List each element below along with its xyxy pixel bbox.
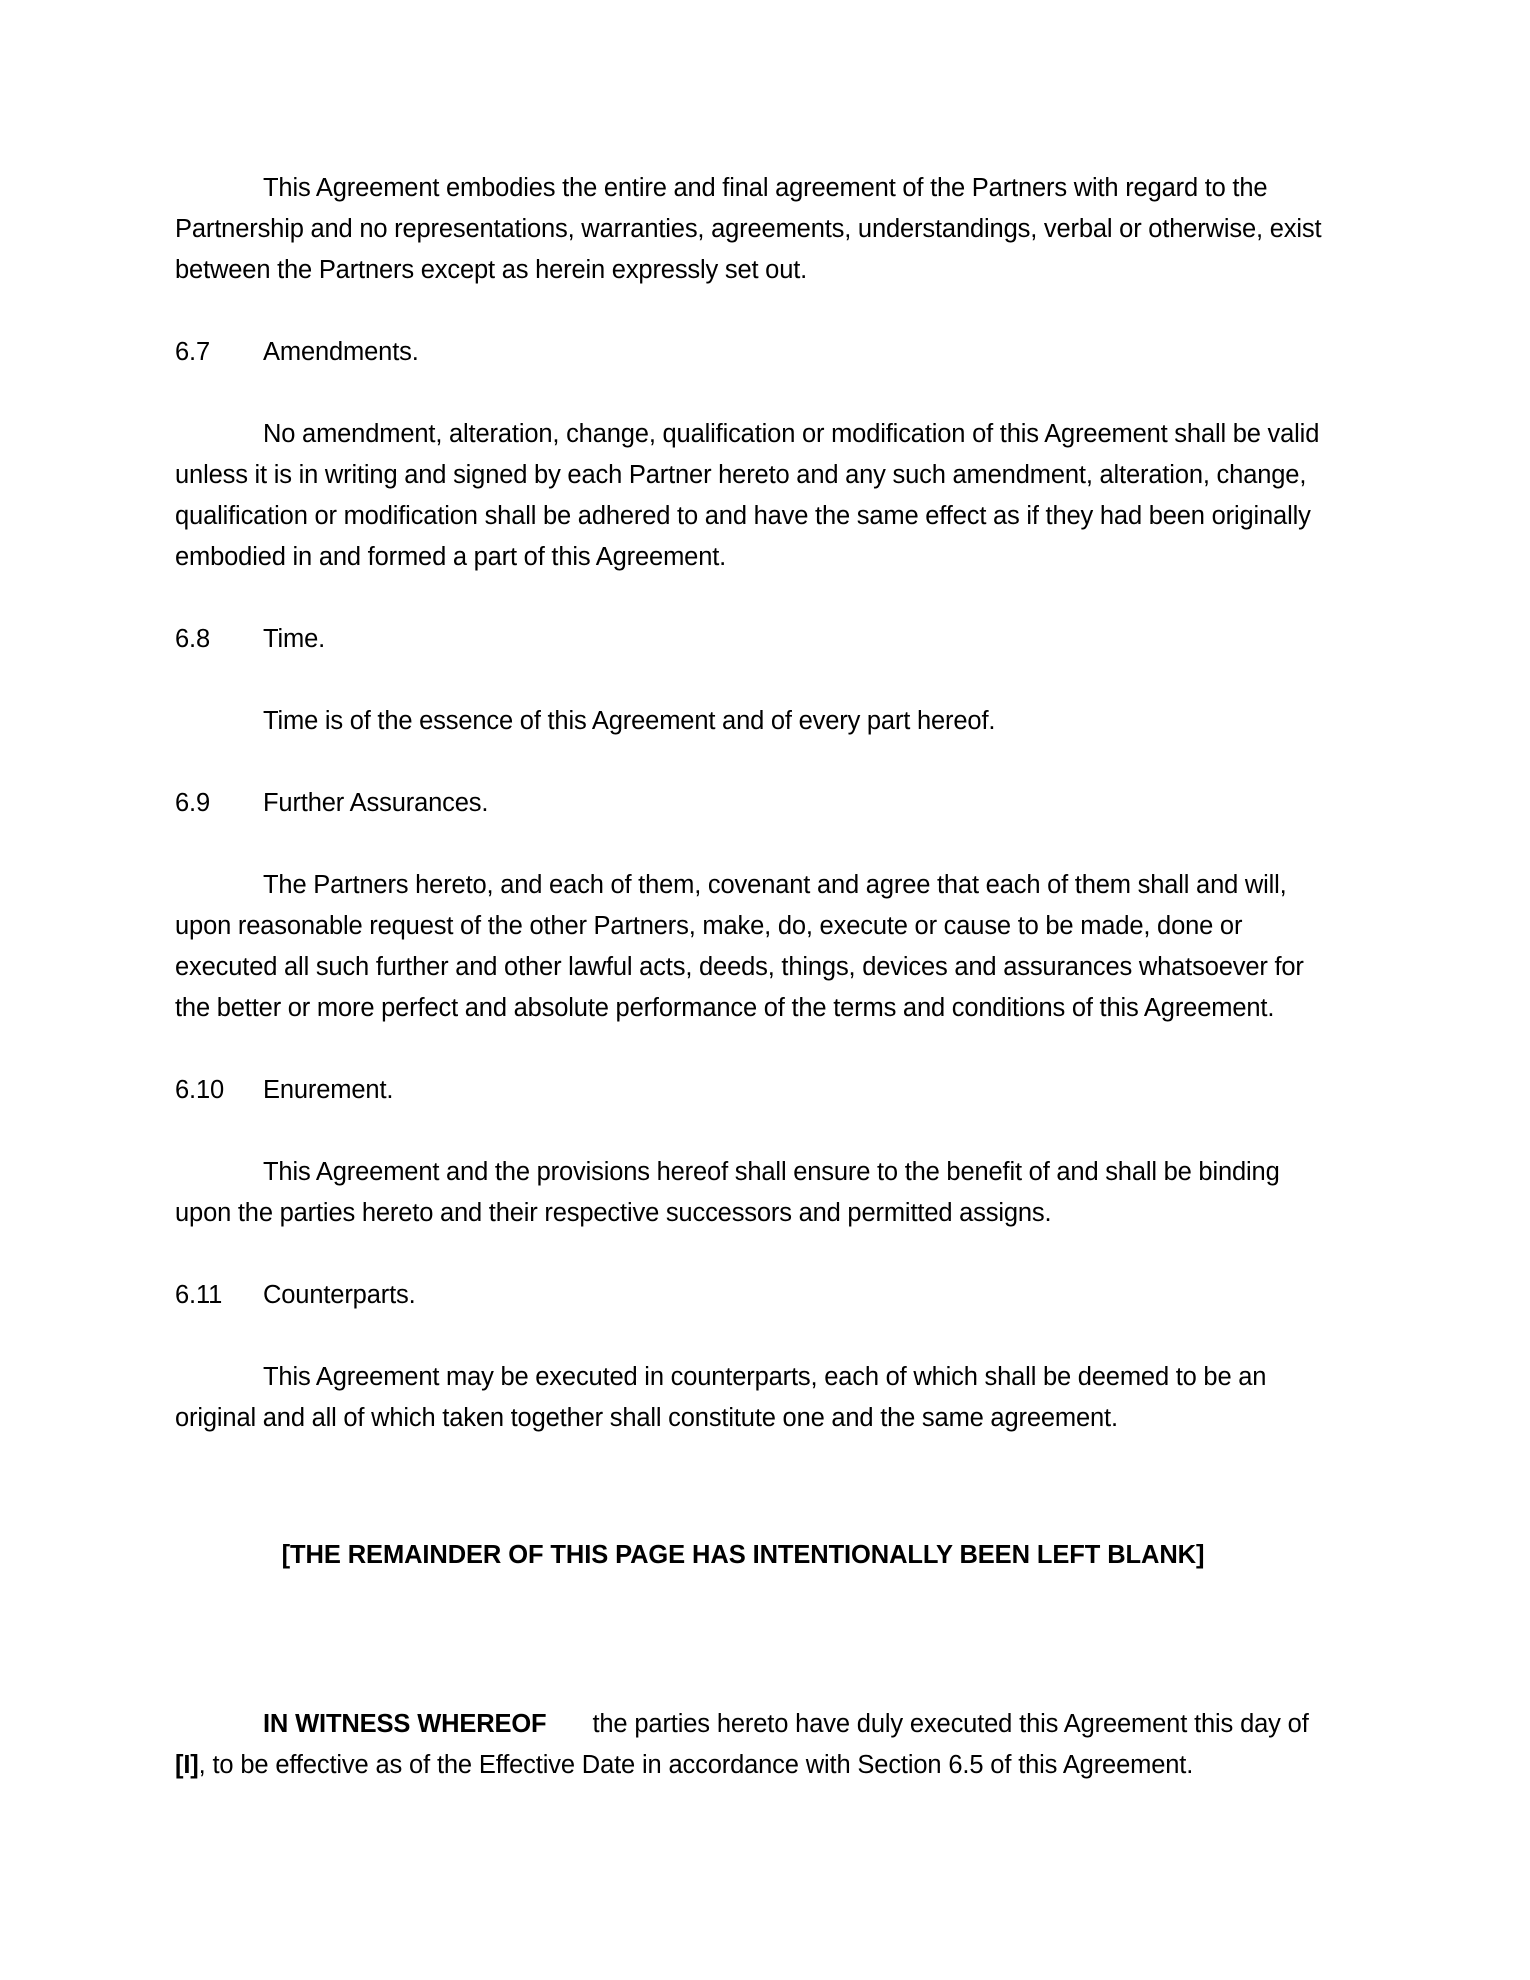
spacer — [175, 1029, 1325, 1070]
section-number-6-9: 6.9 — [175, 789, 210, 817]
section-body-6-9: The Partners hereto, and each of them, covenant and agree that each of them shall and will, upon reasonable request of the other Partners, make, do, execute or cause to be made, done or executed all such further and other lawful acts, deeds, things, devices and assurances whatsoever for the better or more perfect and absolute performance of the terms and conditions of this Agreement. — [175, 871, 1304, 1022]
section-number-6-8: 6.8 — [175, 625, 210, 653]
spacer — [175, 1316, 1325, 1357]
spacer — [175, 660, 1325, 701]
section-title-6-7: Amendments. — [263, 338, 419, 366]
section-heading-6-11 — [175, 1275, 1325, 1316]
spacer — [175, 1576, 1325, 1704]
spacer — [175, 1234, 1325, 1275]
intro-paragraph: This Agreement embodies the entire and final agreement of the Partners with regard to the Partnership and no representations, warranties, agreements, understandings, verbal or otherwise, exist between the Partners except as herein expressly set out. — [175, 174, 1322, 284]
section-body-6-10: This Agreement and the provisions hereof shall ensure to the benefit of and shall be binding upon the parties hereto and their respective successors and permitted assigns. — [175, 1158, 1280, 1227]
section-body-6-11: This Agreement may be executed in counterparts, each of which shall be deemed to be an original and all of which taken together shall constitute one and the same agreement. — [175, 1363, 1267, 1432]
section-heading-6-9 — [175, 783, 1325, 824]
spacer — [175, 1439, 1325, 1535]
section-heading-6-8 — [175, 619, 1325, 660]
section-heading-6-7 — [175, 332, 1325, 373]
witness-text-after: , to be effective as of the Effective Date in accordance with Section 6.5 of this Agreement. — [198, 1751, 1194, 1779]
spacer — [175, 578, 1325, 619]
section-heading-6-10 — [175, 1070, 1325, 1111]
section-number-6-7: 6.7 — [175, 338, 210, 366]
section-title-6-8: Time. — [263, 625, 326, 653]
section-number-6-10: 6.10 — [175, 1076, 225, 1104]
section-number-6-11: 6.11 — [175, 1281, 223, 1309]
spacer — [175, 1111, 1325, 1152]
witness-placeholder: [I] — [175, 1751, 199, 1779]
section-title-6-9: Further Assurances. — [263, 789, 489, 817]
spacer — [175, 373, 1325, 414]
witness-text-before: the parties hereto have duly executed this Agreement this day of — [592, 1710, 1309, 1738]
blank-page-notice: [THE REMAINDER OF THIS PAGE HAS INTENTIONALLY BEEN LEFT BLANK] — [281, 1541, 1205, 1569]
spacer — [175, 742, 1325, 783]
witness-clause — [175, 1704, 1325, 1786]
section-title-6-10: Enurement. — [263, 1076, 394, 1104]
section-body-6-8: Time is of the essence of this Agreement and of every part hereof. — [263, 707, 996, 735]
section-body-6-7: No amendment, alteration, change, qualification or modification of this Agreement shall be valid unless it is in writing and signed by each Partner hereto and any such amendment, alteration, change, qualification or modification shall be adhered to and have the same effect as if they had been originally embodied in and formed a part of this Agreement. — [175, 420, 1320, 571]
witness-lead-label: IN WITNESS WHEREOF — [263, 1710, 547, 1738]
section-title-6-11: Counterparts. — [263, 1281, 416, 1309]
spacer — [175, 291, 1325, 332]
spacer — [175, 824, 1325, 865]
page-content — [175, 168, 1325, 1786]
